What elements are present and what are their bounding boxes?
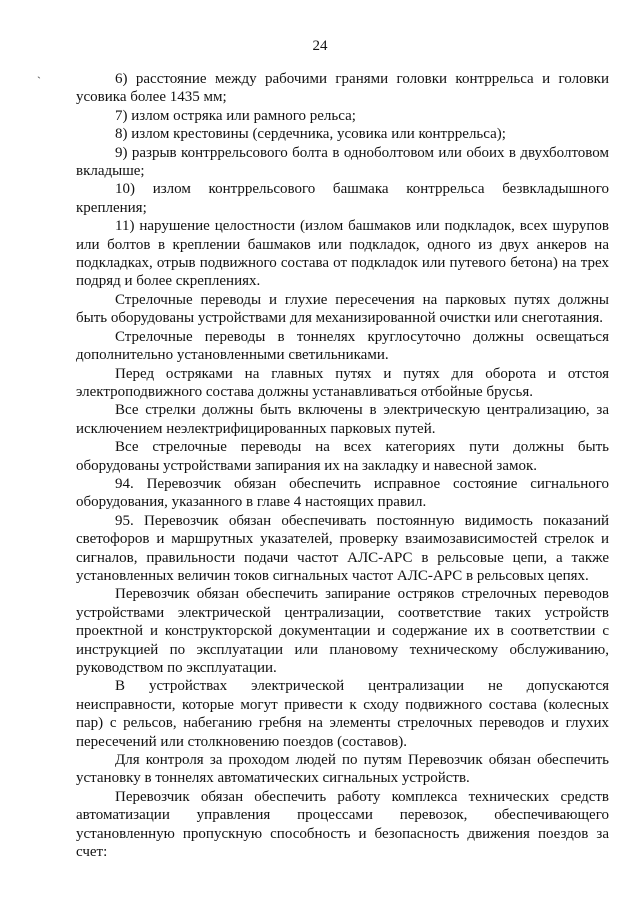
document-body <box>76 70 609 861</box>
paragraph-item-9: 9) разрыв контррельсового болта в однoболтовом или обоих в двухболтовом вкладыше; <box>76 144 609 180</box>
paragraph-faults: В устройствах электрической централизации не допускаются неисправности, которые могут привести к сходу подвижного состава (колесных пар) с рельсов, набеганию гребня на элементы стрелочных переводов и глухих пересечений или столкновению поездов (составов). <box>76 678 609 750</box>
paragraph-item-11: 11) нарушение целостности (излом башмаков или подкладок, всех шурупов или болтов в креплении башмаков или подкладок, одного из двух анкеров на подкладках, отрыв подвижного состава от подкладок или путевого бетона) на трех подряд и более скреплениях. <box>76 218 609 290</box>
page-number: 24 <box>312 38 328 54</box>
paragraph-section-95: 95. Перевозчик обязан обеспечивать постоянную видимость показаний светофоров и маршрутных указателей, проверку взаимозависимостей стрелок и сигналов, правильности подачи частот АЛС-АРС в рельсовые цепи, а также установленных величин токов сигнальных частот АЛС-АРС в рельсовых цепях. <box>76 512 609 584</box>
paragraph-locking-devices: Все стрелочные переводы на всех категориях пути должны быть оборудованы устройствами запирания их на закладку и навесной замок. <box>76 439 609 474</box>
paragraph-item-7: 7) излом остряка или рамного рельса; <box>115 107 356 124</box>
paragraph-centralization: Все стрелки должны быть включены в электрическую централизацию, за исключением неэлектрифицированных парковых путей. <box>76 402 609 437</box>
paragraph-item-8: 8) излом крестовины (сердечника, усовика или контррельса); <box>115 126 506 143</box>
paragraph-section-94: 94. Перевозчик обязан обеспечить исправное состояние сигнального оборудования, указанного в главе 4 настоящих правил. <box>76 475 609 511</box>
paragraph-point-locking: Перевозчик обязан обеспечить запирание остряков стрелочных переводов устройствами электрической централизации, соответствие таких устройств проектной и конструкторской документации и содержание их в соответствии с инструкцией по эксплуатации или плановому техническому обслуживанию, руководством по эксплуатации. <box>76 586 609 676</box>
paragraph-item-6: 6) расстояние между рабочими гранями головки контррельса и головки усовика более 1435 мм; <box>76 71 609 106</box>
paragraph-tunnel-lighting: Стрелочные переводы в тоннелях круглосуточно должны освещаться дополнительно установленными светильниками. <box>76 328 609 364</box>
paragraph-pedestrian-control: Для контроля за проходом людей по путям Перевозчик обязан обеспечить установку в тоннелях автоматических сигнальных устройств. <box>76 752 609 787</box>
paragraph-automation: Перевозчик обязан обеспечить работу комплекса технических средств автоматизации управления процессами перевозок, обеспечивающего установленную пропускную способность и безопасность движения поездов за счет: <box>76 788 609 861</box>
scan-mark: ` <box>37 74 41 88</box>
paragraph-guard-beams: Перед остряками на главных путях и путях для оборота и отстоя электроподвижного состава должны устанавливаться отбойные брусья. <box>76 365 609 400</box>
paragraph-item-10: 10) излом контррельсового башмака контррельса безвкладышного крепления; <box>76 181 609 216</box>
paragraph-park-switches: Стрелочные переводы и глухие пересечения на парковых путях должны быть оборудованы устройствами для механизированной очистки или снеготаяния. <box>76 291 609 327</box>
